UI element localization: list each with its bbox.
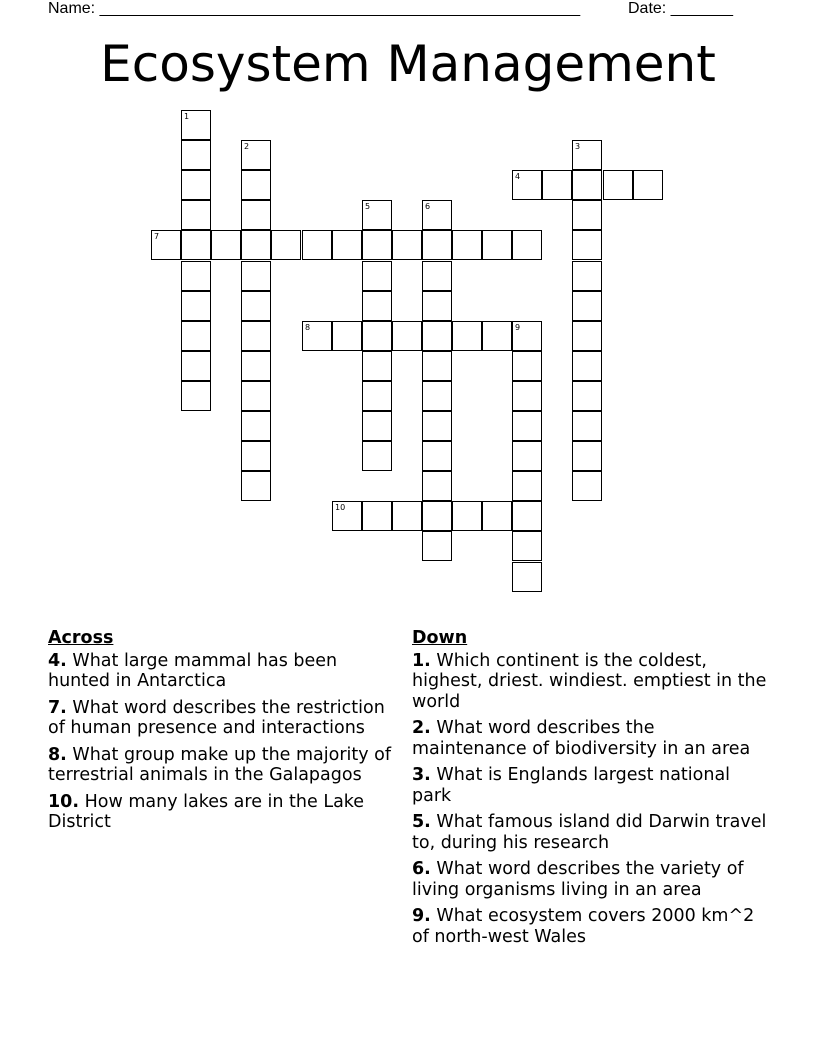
crossword-cell[interactable]: [422, 501, 452, 531]
crossword-cell[interactable]: [241, 261, 271, 291]
down-clue: [412, 906, 772, 947]
crossword-cell[interactable]: [181, 140, 211, 170]
crossword-cell[interactable]: [362, 351, 392, 381]
crossword-cell[interactable]: [542, 170, 572, 200]
crossword-cell[interactable]: [241, 411, 271, 441]
crossword-cell[interactable]: [181, 351, 211, 381]
crossword-cell[interactable]: [151, 230, 181, 260]
crossword-cell[interactable]: [422, 200, 452, 230]
crossword-cell[interactable]: [512, 501, 542, 531]
crossword-cell[interactable]: [512, 230, 542, 260]
cell-number: 3: [575, 142, 581, 151]
clue-number: 4.: [48, 650, 67, 671]
down-clue: [412, 859, 772, 900]
across-clue: [48, 745, 400, 786]
crossword-cell[interactable]: [512, 562, 542, 592]
crossword-cell[interactable]: [241, 441, 271, 471]
cell-number: 1: [184, 112, 190, 121]
crossword-cell[interactable]: [422, 531, 452, 561]
crossword-cell[interactable]: [362, 261, 392, 291]
clue-text: What ecosystem covers 2000 km^2 of north-west Wales: [412, 906, 755, 947]
cell-number: 2: [244, 142, 250, 151]
crossword-cell[interactable]: [422, 230, 452, 260]
across-clue: [48, 792, 400, 833]
crossword-cell[interactable]: [181, 110, 211, 140]
crossword-cell[interactable]: [422, 471, 452, 501]
clue-text: Which continent is the coldest, highest, driest. windiest. emptiest in the world: [412, 650, 767, 712]
crossword-cell[interactable]: [362, 501, 392, 531]
crossword-cell[interactable]: [241, 200, 271, 230]
crossword-cell[interactable]: [241, 471, 271, 501]
crossword-cell[interactable]: [362, 381, 392, 411]
crossword-cell[interactable]: [181, 291, 211, 321]
crossword-cell[interactable]: [181, 200, 211, 230]
clue-number: 10.: [48, 791, 80, 812]
crossword-cell[interactable]: [422, 321, 452, 351]
clue-text: What large mammal has been hunted in Antarctica: [48, 650, 338, 691]
crossword-cell[interactable]: [241, 351, 271, 381]
crossword-cell[interactable]: [603, 170, 633, 200]
down-clue: [412, 765, 772, 806]
clue-number: 8.: [48, 744, 67, 765]
crossword-cell[interactable]: [392, 501, 422, 531]
crossword-cell[interactable]: [512, 170, 542, 200]
crossword-cell[interactable]: [572, 170, 602, 200]
down-heading: Down: [412, 628, 468, 648]
crossword-cell[interactable]: [181, 261, 211, 291]
clue-text: What word describes the variety of living organisms living in an area: [412, 859, 744, 900]
crossword-cell[interactable]: [211, 230, 241, 260]
across-clues: [48, 628, 400, 839]
crossword-cell[interactable]: [512, 471, 542, 501]
crossword-cell[interactable]: [422, 381, 452, 411]
cell-number: 7: [154, 232, 160, 241]
crossword-cell[interactable]: [482, 321, 512, 351]
crossword-cell[interactable]: [572, 471, 602, 501]
crossword-cell[interactable]: [271, 230, 301, 260]
crossword-cell[interactable]: [302, 230, 332, 260]
crossword-cell[interactable]: [332, 321, 362, 351]
clue-number: 7.: [48, 697, 67, 718]
crossword-cell[interactable]: [392, 321, 422, 351]
cell-number: 5: [365, 202, 371, 211]
crossword-cell[interactable]: [362, 411, 392, 441]
crossword-cell[interactable]: [362, 321, 392, 351]
clue-number: 9.: [412, 906, 431, 926]
cell-number: 6: [425, 202, 431, 211]
crossword-cell[interactable]: [572, 291, 602, 321]
crossword-cell[interactable]: [572, 140, 602, 170]
crossword-cell[interactable]: [512, 411, 542, 441]
across-heading: Across: [48, 628, 114, 648]
down-clue: [412, 651, 772, 713]
clue-text: What word describes the maintenance of biodiversity in an area: [412, 718, 751, 759]
clue-number: 1.: [412, 650, 431, 671]
crossword-cell[interactable]: [572, 321, 602, 351]
down-clue: [412, 718, 772, 759]
clue-number: 2.: [412, 718, 431, 738]
crossword-cell[interactable]: [302, 321, 332, 351]
across-clue: [48, 698, 400, 739]
crossword-cell[interactable]: [482, 501, 512, 531]
clue-text: What is Englands largest national park: [412, 765, 731, 806]
crossword-cell[interactable]: [422, 291, 452, 321]
down-clues: [412, 628, 772, 953]
date-field-label: Date: _______: [628, 0, 733, 17]
crossword-cell[interactable]: [512, 381, 542, 411]
cell-number: 9: [515, 323, 521, 332]
crossword-cell[interactable]: [482, 230, 512, 260]
across-clue: [48, 651, 400, 692]
crossword-cell[interactable]: [572, 261, 602, 291]
crossword-cell[interactable]: [452, 230, 482, 260]
crossword-cell[interactable]: [241, 170, 271, 200]
name-field-label: Name: ______________________________________________________: [48, 0, 581, 17]
clue-text: What word describes the restriction of human presence and interactions: [48, 697, 385, 738]
crossword-cell[interactable]: [422, 441, 452, 471]
crossword-cell[interactable]: [241, 291, 271, 321]
crossword-cell[interactable]: [241, 321, 271, 351]
crossword-cell[interactable]: [332, 501, 362, 531]
cell-number: 8: [305, 323, 311, 332]
crossword-cell[interactable]: [332, 230, 362, 260]
clue-number: 6.: [412, 859, 431, 879]
crossword-cell[interactable]: [181, 230, 211, 260]
crossword-cell[interactable]: [422, 411, 452, 441]
crossword-cell[interactable]: [572, 411, 602, 441]
down-clue: [412, 812, 772, 853]
clue-text: What group make up the majority of terrestrial animals in the Galapagos: [48, 744, 392, 785]
crossword-cell[interactable]: [362, 200, 392, 230]
crossword-cell[interactable]: [512, 531, 542, 561]
crossword-cell[interactable]: [181, 170, 211, 200]
crossword-cell[interactable]: [452, 501, 482, 531]
crossword-cell[interactable]: [572, 441, 602, 471]
clue-number: 5.: [412, 812, 431, 832]
crossword-cell[interactable]: [241, 230, 271, 260]
crossword-cell[interactable]: [362, 291, 392, 321]
crossword-cell[interactable]: [241, 381, 271, 411]
crossword-cell[interactable]: [181, 321, 211, 351]
crossword-cell[interactable]: [512, 441, 542, 471]
crossword-cell[interactable]: [392, 230, 422, 260]
crossword-cell[interactable]: [633, 170, 663, 200]
crossword-cell[interactable]: [572, 381, 602, 411]
crossword-cell[interactable]: [422, 351, 452, 381]
crossword-cell[interactable]: [422, 261, 452, 291]
crossword-cell[interactable]: [362, 441, 392, 471]
crossword-cell[interactable]: [572, 200, 602, 230]
clue-text: How many lakes are in the Lake District: [48, 791, 365, 832]
crossword-cell[interactable]: [181, 381, 211, 411]
cell-number: 10: [335, 503, 346, 512]
crossword-cell[interactable]: [362, 230, 392, 260]
crossword-cell[interactable]: [452, 321, 482, 351]
page-title: Ecosystem Management: [100, 35, 716, 93]
crossword-cell[interactable]: [512, 351, 542, 381]
clue-text: What famous island did Darwin travel to, during his research: [412, 812, 767, 853]
crossword-cell[interactable]: [572, 230, 602, 260]
crossword-cell[interactable]: [512, 321, 542, 351]
cell-number: 4: [515, 172, 521, 181]
crossword-cell[interactable]: [572, 351, 602, 381]
clue-number: 3.: [412, 765, 431, 785]
crossword-cell[interactable]: [241, 140, 271, 170]
